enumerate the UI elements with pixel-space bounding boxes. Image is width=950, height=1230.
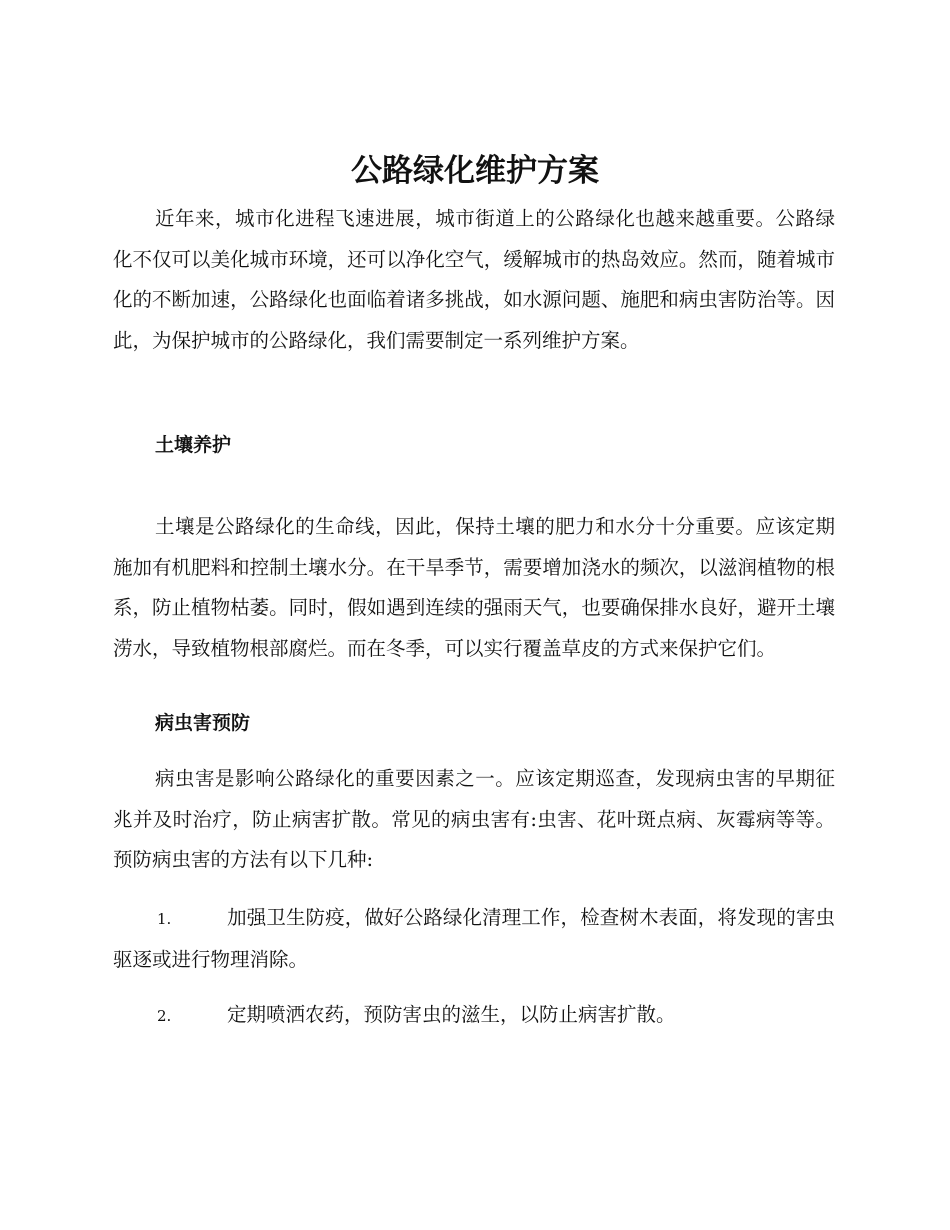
document-title: 公路绿化维护方案 bbox=[351, 153, 599, 189]
list-item bbox=[113, 995, 835, 1037]
list-item-text: 定期喷洒农药，预防害虫的滋生，以防止病害扩散。 bbox=[227, 1003, 676, 1026]
list-item-text: 加强卫生防疫，做好公路绿化清理工作，检查树木表面，将发现的害虫驱逐或进行物理消除。 bbox=[113, 906, 835, 971]
intro-paragraph: 近年来，城市化进程飞速进展，城市街道上的公路绿化也越来越重要。公路绿化不仅可以美化城市环境，还可以净化空气，缓解城市的热岛效应。然而，随着城市化的不断加速，公路绿化也面临着诸多挑战，如水源问题、施肥和病虫害防治等。因此，为保护城市的公路绿化，我们需要制定一系列维护方案。 bbox=[113, 207, 835, 352]
section-heading-soil: 土壤养护 bbox=[155, 434, 232, 456]
list-number: 2. bbox=[157, 1007, 172, 1025]
list-item bbox=[113, 898, 835, 980]
list-number: 1. bbox=[157, 910, 172, 928]
section-body-soil: 土壤是公路绿化的生命线，因此，保持土壤的肥力和水分十分重要。应该定期施加有机肥料和控制土壤水分。在干旱季节，需要增加浇水的频次，以滋润植物的根系，防止植物枯萎。同时，假如遇到连续的强雨天气，也要确保排水良好，避开土壤涝水，导致植物根部腐烂。而在冬季，可以实行覆盖草皮的方式来保护它们。 bbox=[113, 515, 835, 660]
section-body-pest: 病虫害是影响公路绿化的重要因素之一。应该定期巡查，发现病虫害的早期征兆并及时治疗，防止病害扩散。常见的病虫害有:虫害、花叶斑点病、灰霉病等等。预防病虫害的方法有以下几种: bbox=[113, 767, 835, 871]
section-heading-pest: 病虫害预防 bbox=[155, 712, 251, 734]
